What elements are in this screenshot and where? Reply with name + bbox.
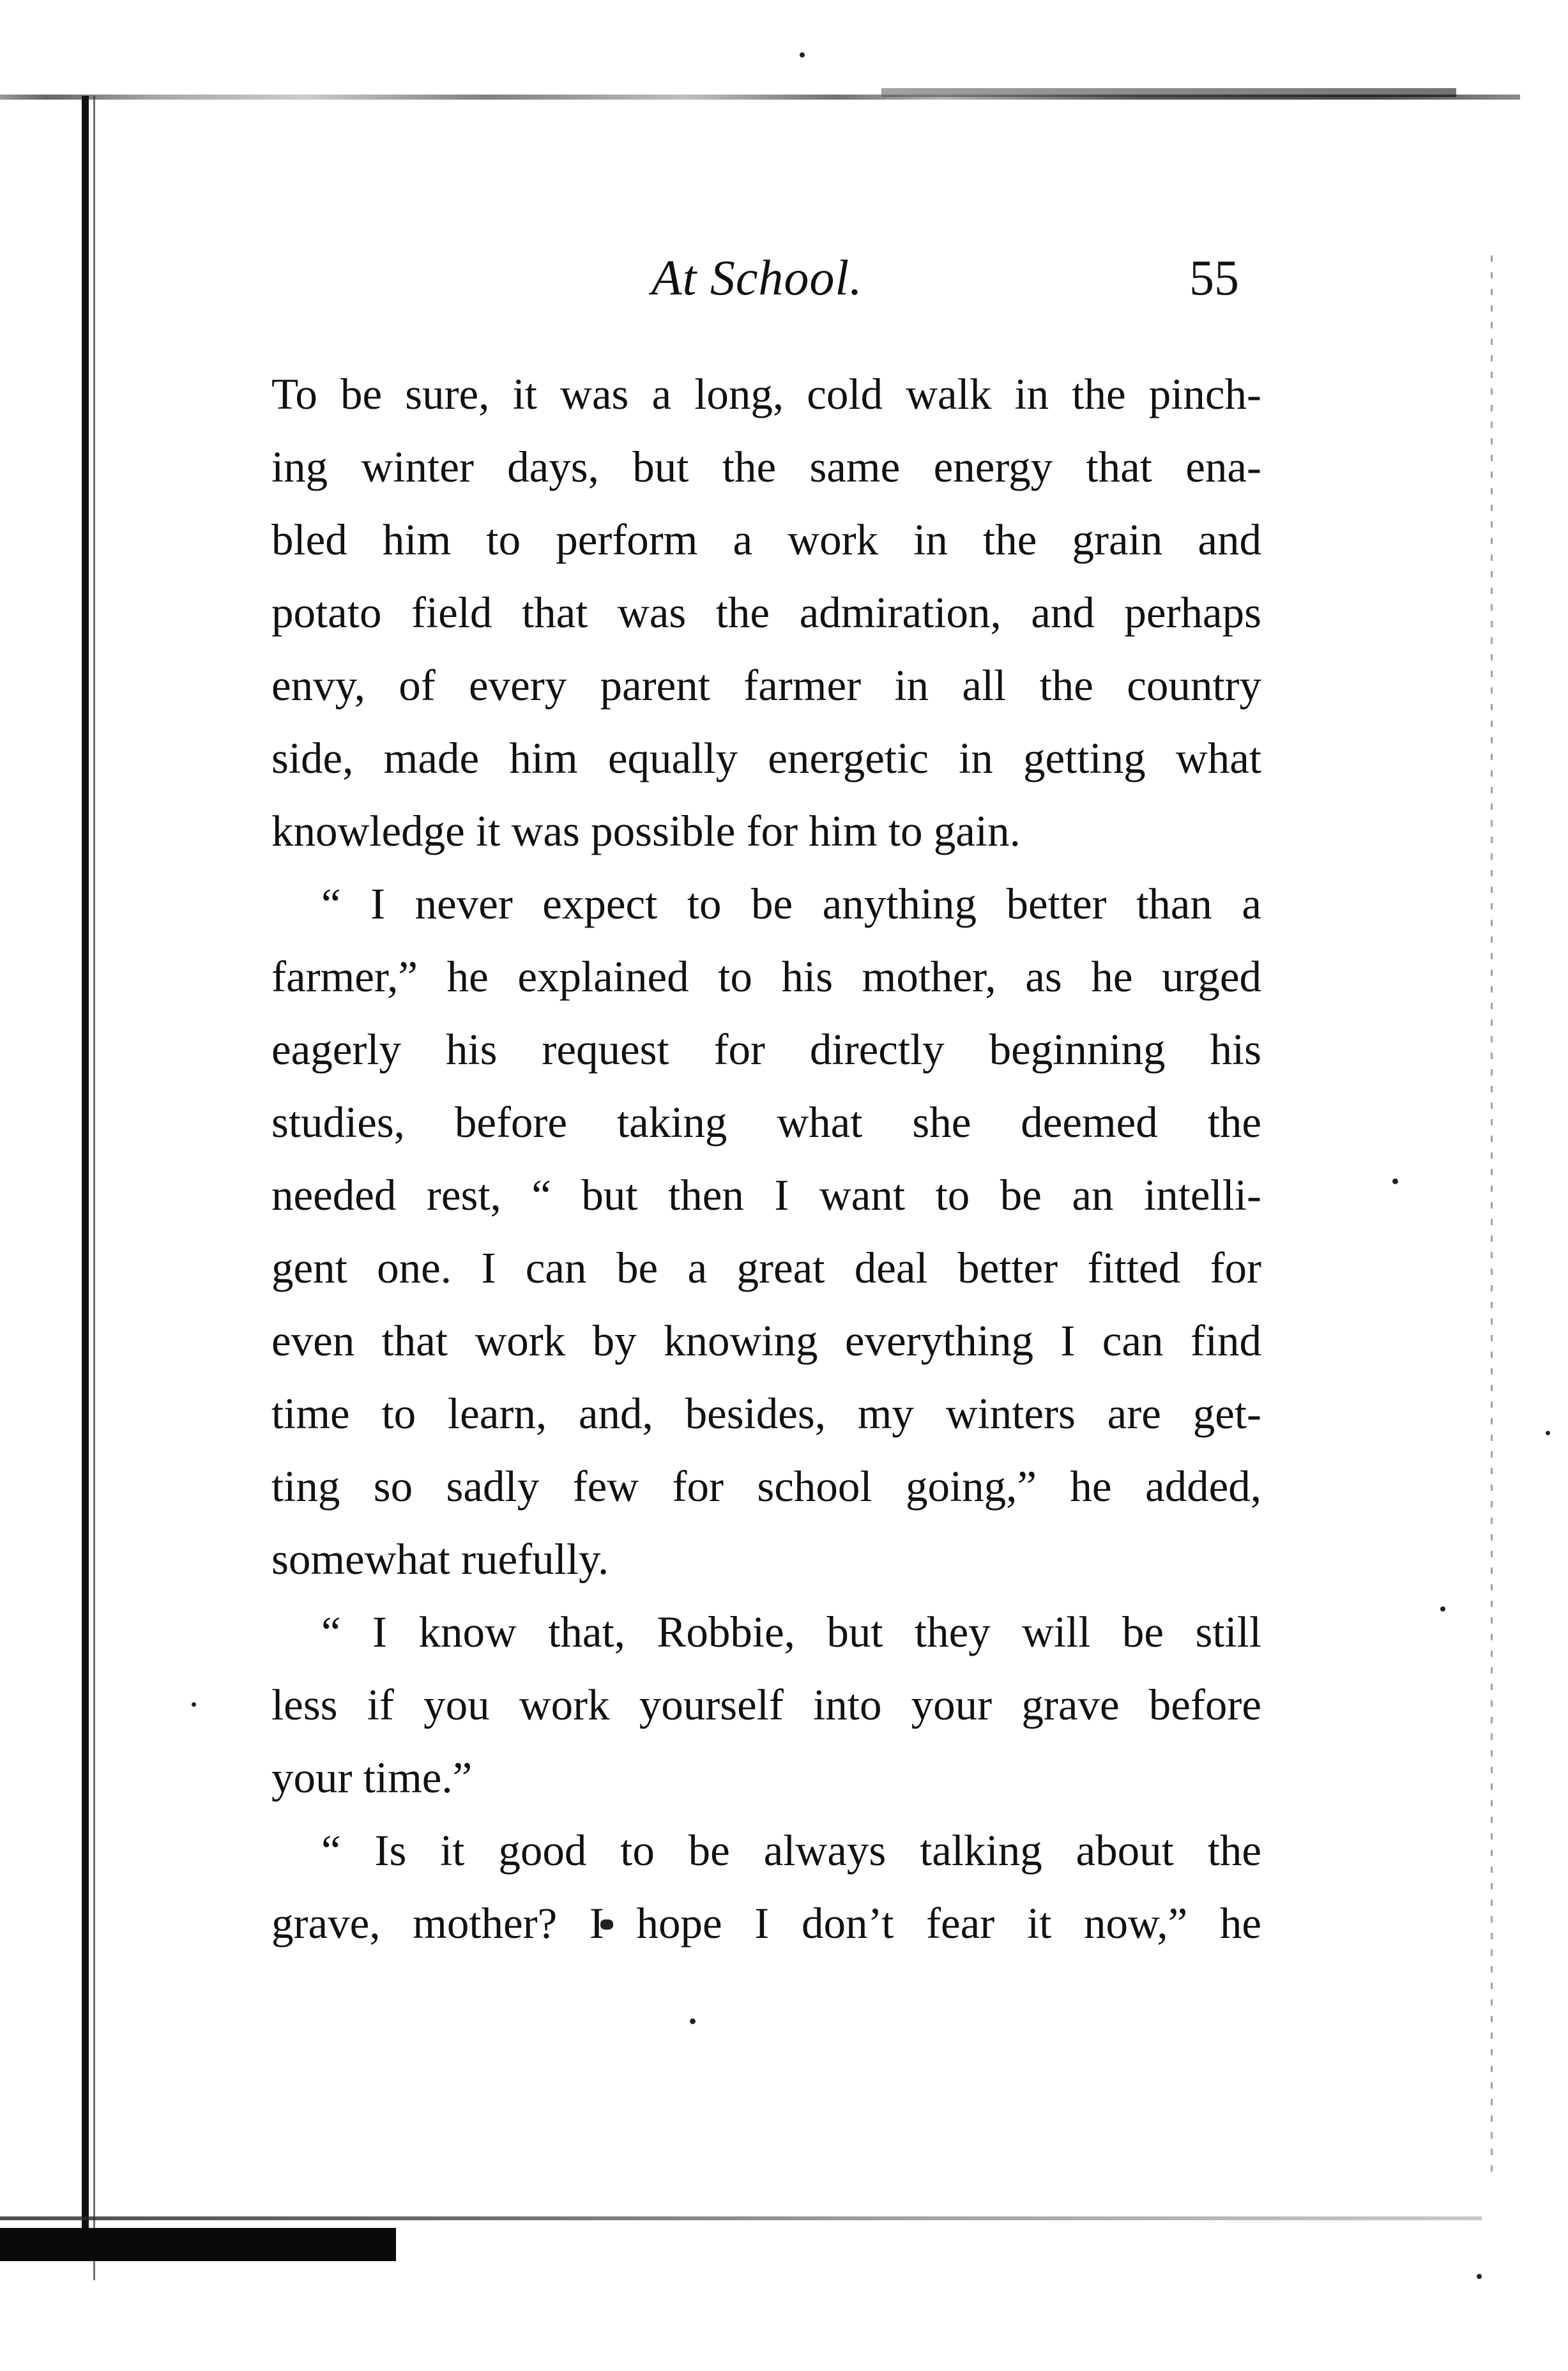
scan-speck (192, 1702, 196, 1707)
text-line: time to learn, and, besides, my winters are get- (271, 1389, 1261, 1438)
text-line: even that work by knowing everything I can find (271, 1316, 1261, 1365)
text-line: needed rest, “ but then I want to be an intelli- (271, 1171, 1261, 1219)
binding-edge-thin (93, 96, 95, 2280)
text-line: farmer,” he explained to his mother, as he urged (271, 952, 1261, 1001)
text-line: knowledge it was possible for him to gain. (271, 807, 1021, 855)
running-head (0, 243, 1568, 313)
text-line: envy, of every parent farmer in all the country (271, 661, 1261, 710)
text-line: ting so sadly few for school going,” he added, (271, 1462, 1261, 1511)
text-line: gent one. I can be a great deal better fitted for (271, 1244, 1261, 1292)
running-head-title: At School. (651, 250, 863, 305)
page-number: 55 (1189, 250, 1239, 305)
scan-top-smudge (881, 88, 1456, 97)
scan-speck (1392, 1178, 1398, 1184)
binding-edge (82, 96, 89, 2242)
text-line: somewhat ruefully. (271, 1535, 609, 1583)
text-line: “ I know that, Robbie, but they will be still (321, 1608, 1261, 1656)
scan-speck (800, 52, 805, 57)
scan-bottom-rule (0, 2216, 1482, 2220)
text-line: “ I never expect to be anything better than a (321, 880, 1261, 928)
text-line: potato field that was the admiration, and perhaps (271, 588, 1261, 637)
body-text (271, 358, 1261, 1960)
text-line: bled him to perform a work in the grain and (271, 515, 1261, 564)
scan-speck (1477, 2274, 1482, 2279)
scan-bottom-bar (0, 2228, 396, 2261)
scan-speck (690, 2018, 696, 2024)
scan-right-edge (1491, 255, 1493, 2172)
text-line: grave, mother? I hope I don’t fear it now,” he (271, 1899, 1261, 1948)
scan-speck (1440, 1606, 1445, 1612)
text-line: less if you work yourself into your grave before (271, 1681, 1261, 1729)
scan-speck (1546, 1431, 1550, 1435)
text-line: “ Is it good to be always talking about the (321, 1826, 1261, 1875)
text-line: your time.” (271, 1753, 473, 1802)
text-line: side, made him equally energetic in getting what (271, 734, 1261, 782)
text-line: eagerly his request for directly beginning his (271, 1025, 1261, 1074)
text-line: studies, before taking what she deemed the (271, 1098, 1261, 1147)
text-line: To be sure, it was a long, cold walk in the pinch- (271, 370, 1261, 418)
text-line: ing winter days, but the same energy that ena- (271, 443, 1261, 491)
